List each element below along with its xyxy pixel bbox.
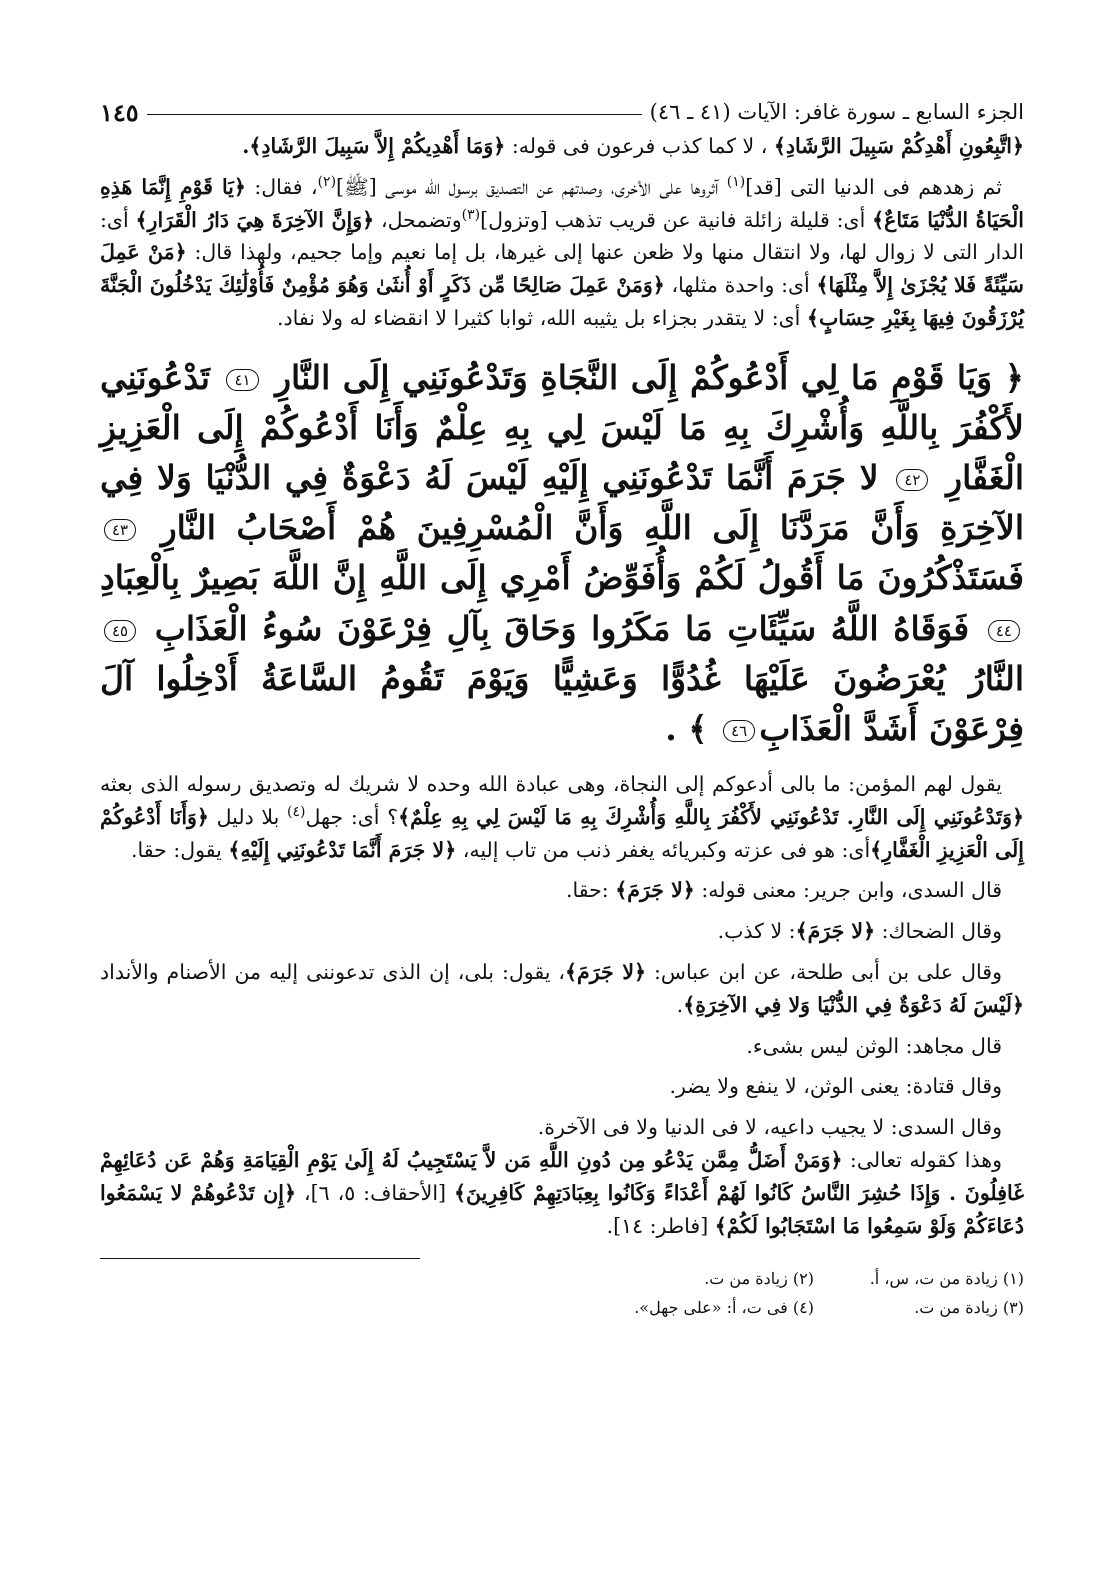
verse-close-bracket: ﴾ . [665,708,708,748]
body-text: قال السدى، وابن جرير: معنى قوله: [701,878,1002,903]
quran-quote: لَيْسَ لَهُ دَعْوَةٌ فِي الدُّنْيَا وَلا فِي الآخِرَةِ [695,992,1012,1017]
body-text: أى: هو فى عزته وكبريائه يغفر ذنب من تاب إليه، [462,837,871,862]
verse-open-bracket: ﴿ [1004,357,1024,397]
header-title: الجزء السابع ـ سورة غافر: الآيات (٤١ ـ ٤٦) [649,100,1024,124]
quran-quote: لا جَرَمَ [627,878,683,903]
footnote-4: (٤) فى ت، أ: «على جهل». [634,1298,814,1318]
quran-quote: لا جَرَمَ أَنَّمَا تَدْعُونَنِي إِلَيْهِ [240,837,445,862]
footnote-ref: (٤) [287,804,306,820]
quran-quote: وَتَدْعُونَنِي إِلَى النَّارِ. تَدْعُونَنِي لأَكْفُرَ بِاللَّهِ وَأُشْرِكَ بِهِ مَا لَيْسَ لِي بِهِ عِلْمٌ [410,804,1012,829]
header-rule [147,114,642,115]
verse-41: وَيَا قَوْمِ مَا لِي أَدْعُوكُمْ إِلَى النَّجَاةِ وَتَدْعُونَنِي إِلَى النَّارِ [275,357,993,397]
body-text: وتضمحل، [381,207,462,232]
quran-quote: لا جَرَمَ [807,919,864,944]
book-page [100,94,1024,1317]
verse-42: تَدْعُونَنِي لأَكْفُرَ بِاللَّهِ وَأُشْرِكَ بِهِ مَا لَيْسَ لِي بِهِ عِلْمٌ وَأَنَا أَدْعُوكُمْ إِلَى الْعَزِيزِ الْغَفَّارِ [100,357,1024,498]
body-text: وقال على بن أبى طلحة، عن ابن عباس: [654,960,1002,985]
verse-number-badge: ٤٤ [988,620,1020,642]
body-text: وقال السدى: لا يجيب داعيه، لا فى الدنيا ولا فى الآخرة. [537,1115,1002,1140]
verse-number-badge: ٤٥ [104,620,136,642]
verses-block [100,353,1024,754]
footnote-separator [100,1242,1024,1269]
quran-quote: وَأَنَا أَدْعُوكُمْ إِلَى الْعَزِيزِ الْغَفَّارِ [100,804,1024,862]
verse-number-badge: ٤٦ [723,720,755,742]
page-number: ١٤٥ [100,97,139,127]
verse-number-badge: ٤١ [226,369,258,391]
footnotes [604,1269,1024,1317]
paragraph-7 [100,1070,1024,1103]
body-text: [الأحقاف: ٥، ٦]، [303,1180,447,1205]
intro-paragraph: ﴿اتَّبِعُونِ أَهْدِكُمْ سَبِيلَ الرَّشَادِ﴾ ، لا كما كذب فرعون فى قوله: ﴿وَمَا أَهْدِيكُمْ إِلاَّ سَبِيلَ الرَّشَادِ﴾. [242,134,1024,158]
quran-quote: وَمَنْ أَضَلُّ مِمَّن يَدْعُو مِن دُونِ اللَّهِ مَن لاَّ يَسْتَجِيبُ لَهُ إِلَىٰ يَوْمِ الْقِيَامَةِ وَهُمْ عَن دُعَائِهِمْ غَافِلُونَ . وَإِذَا حُشِرَ النَّاسُ كَانُوا لَهُمْ أَعْدَاءً وَكَانُوا بِعِبَادَتِهِمْ كَافِرِينَ [100,1148,1024,1205]
body-text: أى: واحدة مثلها، [671,273,810,298]
paragraph-4: وقال الضحاك: ﴿لا جَرَمَ﴾: لا كذب. [717,919,1002,944]
body-text: :حقا. [566,878,609,903]
body-text: وقال الضحاك: [881,919,1002,944]
verse-number-badge: ٤٢ [896,469,928,491]
footnote-ref: (٣) [461,206,481,223]
body-text: [فاطر: ١٤]. [606,1213,709,1238]
quran-quote: مَنْ عَمِلَ سَيِّئَةً فَلا يُجْزَىٰ إِلاَّ مِثْلَهَا [100,240,1024,298]
body-text: أى: لا يتقدر بجزاء بل يثيبه الله، ثوابا كثيرا لا انقضاء له ولا نفاد. [277,305,801,330]
footnote-2: (٢) زيادة من ت. [704,1269,814,1289]
footnote-3: (٣) زيادة من ت. [914,1298,1024,1318]
paragraph-3: قال السدى، وابن جرير: معنى قوله: ﴿لا جَرَمَ﴾ :حقا. [566,878,1002,903]
verse-number-badge: ٤٣ [104,519,136,541]
body-text: أى: الدار التى لا زوال لها، ولا انتقال منها ولا ظعن عنها إلى غيرها، بل إما نعيم وإما جحيم، ولهذا قال: [100,207,1024,265]
paragraph-9: وهذا كقوله تعالى: ﴿وَمَنْ أَضَلُّ مِمَّن يَدْعُو مِن دُونِ اللَّهِ مَن لاَّ يَسْتَجِيبُ لَهُ إِلَىٰ يَوْمِ الْقِيَامَةِ وَهُمْ عَن دُعَائِهِمْ غَافِلُونَ . وَإِذَا حُشِرَ النَّاسُ كَانُوا لَهُمْ أَعْدَاءً وَكَانُوا بِعِبَادَتِهِمْ كَافِرِينَ﴾ [الأحقاف: ٥، ٦]، ﴿إِن تَدْعُوهُمْ لا يَسْمَعُوا دُعَاءَكُمْ وَلَوْ سَمِعُوا مَا اسْتَجَابُوا لَكُمْ﴾ [فاطر: ١٤]. [100,1148,1024,1238]
body-text: يقول لهم المؤمن: ما بالى أدعوكم إلى النجاة، وهى عبادة الله وحده لا شريك له وتصديق رسوله الذى بعثه [100,772,1002,797]
quran-quote: يَا قَوْمِ إِنَّمَا هَذِهِ الْحَيَاةُ الدُّنْيَا مَتَاعٌ [100,174,1024,232]
footnote-1: (١) زيادة من ت، س، أ. [869,1269,1024,1289]
body-text: آثروها على الأخرى، وصدتهم عن التصديق برسول الله موسى [ﷺ] [336,174,727,199]
body-text: ؟ أى: جهل [305,804,399,829]
quran-quote: لا جَرَمَ [577,960,635,985]
quran-quote: وَمَا أَهْدِيكُمْ إِلاَّ سَبِيلَ الرَّشَادِ [261,134,494,158]
verse-43: لا جَرَمَ أَنَّمَا تَدْعُونَنِي إِلَيْهِ لَيْسَ لَهُ دَعْوَةٌ فِي الدُّنْيَا وَلا فِي الآخِرَةِ وَأَنَّ مَرَدَّنَا إِلَى اللَّهِ وَأَنَّ الْمُسْرِفِينَ هُمْ أَصْحَابُ النَّارِ [100,458,1024,548]
body-text: ثم زهدهم فى الدنيا التى [قد] [745,174,1002,199]
footnote-ref: (١) [726,173,746,190]
body-text: يقول: حقا. [131,837,222,862]
quran-quote: إِن تَدْعُوهُمْ لا يَسْمَعُوا دُعَاءَكُمْ وَلَوْ سَمِعُوا مَا اسْتَجَابُوا لَكُمْ [100,1180,1024,1238]
body-text: . [676,992,684,1017]
body-text: أى: قليلة زائلة فانية عن قريب تذهب [وتزول] [480,207,866,232]
verse-44: فَسَتَذْكُرُونَ مَا أَقُولُ لَكُمْ وَأُفَوِّضُ أَمْرِي إِلَى اللَّهِ إِنَّ اللَّهَ بَصِيرٌ بِالْعِبَادِ [100,558,1024,598]
body-text: وهذا كقوله تعالى: [849,1148,1002,1172]
verse-45: فَوَقَاهُ اللَّهُ سَيِّئَاتِ مَا مَكَرُوا وَحَاقَ بِآلِ فِرْعَوْنَ سُوءُ الْعَذَابِ [154,608,970,648]
verse-46: النَّارُ يُعْرَضُونَ عَلَيْهَا غُدُوًّا وَعَشِيًّا وَيَوْمَ تَقُومُ السَّاعَةُ أَدْخِلُوا آلَ فِرْعَوْنَ أَشَدَّ الْعَذَابِ [100,658,1024,748]
body-text: وقال قتادة: يعنى الوثن، لا ينفع ولا يضر. [669,1074,1002,1099]
running-header [100,94,1024,130]
footnote-ref: (٢) [317,173,337,190]
body-text: قال مجاهد: الوثن ليس بشىء. [746,1033,1002,1058]
body-text: ، يقول: بلى، إن الذى تدعوننى إليه من الأصنام والأنداد [100,960,566,985]
quran-quote: وَمَنْ عَمِلَ صَالِحًا مِّن ذَكَرٍ أَوْ أُنثَىٰ وَهُوَ مُؤْمِنٌ فَأُوْلَٰئِكَ يَدْخُلُونَ الْجَنَّةَ يُرْزَقُونَ فِيهَا بِغَيْرِ حِسَابٍ [100,273,1024,330]
quran-quote: وَإِنَّ الآخِرَةَ هِيَ دَارُ الْقَرَارِ [147,207,363,232]
paragraph-8 [100,1111,1024,1144]
body-text: : لا كذب. [717,919,796,944]
body-text: بلا دليل [216,804,288,829]
paragraph-5: وقال على بن أبى طلحة، عن ابن عباس: ﴿لا جَرَمَ﴾، يقول: بلى، إن الذى تدعوننى إليه من الأصنام والأنداد ﴿لَيْسَ لَهُ دَعْوَةٌ فِي الدُّنْيَا وَلا فِي الآخِرَةِ﴾. [100,960,1024,1017]
body-text: ، لا كما كذب فرعون فى قوله: [511,134,768,158]
paragraph-1: ثم زهدهم فى الدنيا التى [قد]$^{(١)}$ آثروها على الأخرى، وصدتهم عن التصديق برسول الله موسى [ﷺ]$^{(٢)}$، فقال: ﴿يَا قَوْمِ إِنَّمَا هَذِهِ الْحَيَاةُ الدُّنْيَا مَتَاعٌ﴾ أى: قليلة زائلة فانية عن قريب تذهب [وتزول]$^{(٣)}$وتضمحل، ﴿وَإِنَّ الآخِرَةَ هِيَ دَارُ الْقَرَارِ﴾ أى: الدار التى لا زوال لها، ولا انتقال منها ولا ظعن عنها إلى غيرها، بل إما نعيم وإما جحيم، ولهذا قال: ﴿مَنْ عَمِلَ سَيِّئَةً فَلا يُجْزَىٰ إِلاَّ مِثْلَهَا﴾ أى: واحدة مثلها، ﴿وَمَنْ عَمِلَ صَالِحًا مِّن ذَكَرٍ أَوْ أُنثَىٰ وَهُوَ مُؤْمِنٌ فَأُوْلَٰئِكَ يَدْخُلُونَ الْجَنَّةَ يُرْزَقُونَ فِيهَا بِغَيْرِ حِسَابٍ﴾ أى: لا يتقدر بجزاء بل يثيبه الله، ثوابا كثيرا لا انقضاء له ولا نفاد. [100,173,1024,330]
paragraph-2: يقول لهم المؤمن: ما بالى أدعوكم إلى النجاة، وهى عبادة الله وحده لا شريك له وتصديق رسوله الذى بعثه ﴿وَتَدْعُونَنِي إِلَى النَّارِ. تَدْعُونَنِي لأَكْفُرَ بِاللَّهِ وَأُشْرِكَ بِهِ مَا لَيْسَ لِي بِهِ عِلْمٌ﴾؟ أى: جهل$^{(٤)}$ بلا دليل ﴿وَأَنَا أَدْعُوكُمْ إِلَى الْعَزِيزِ الْغَفَّارِ﴾أى: هو فى عزته وكبريائه يغفر ذنب من تاب إليه، ﴿لا جَرَمَ أَنَّمَا تَدْعُونَنِي إِلَيْهِ﴾ يقول: حقا. [100,772,1024,862]
body-text: ، فقال: [254,174,318,199]
paragraph-6 [100,1030,1024,1063]
quran-quote: اتَّبِعُونِ أَهْدِكُمْ سَبِيلَ الرَّشَادِ [785,134,1012,158]
